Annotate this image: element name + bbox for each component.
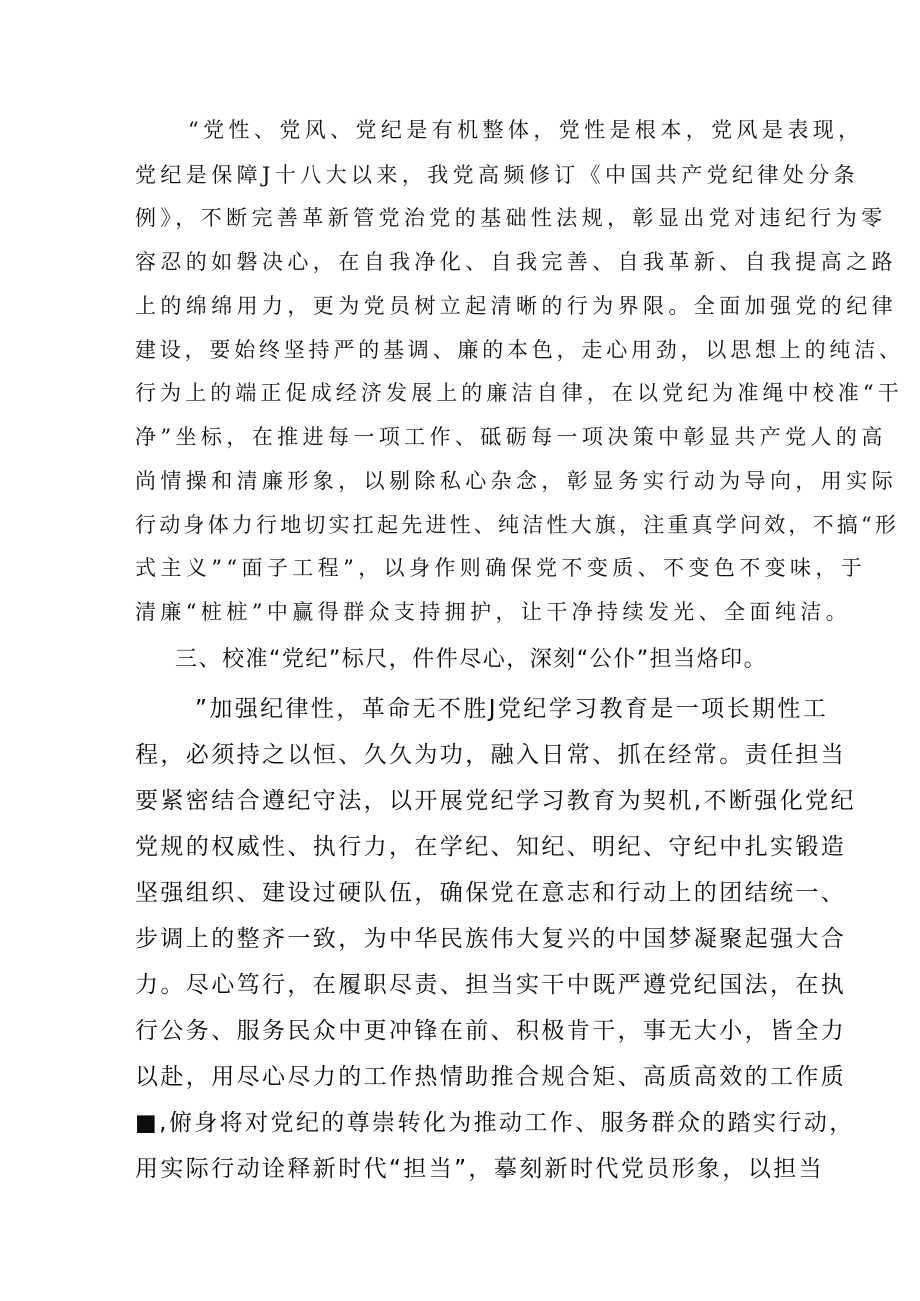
paragraph-line: 党纪是保障J十八大以来，我党高频修订《中国共产党纪律处分条 <box>135 163 860 187</box>
paragraph-line: “党性、党风、党纪是有机整体，党性是根本，党风是表现， <box>188 118 864 142</box>
paragraph-line: 清廉“桩桩”中赢得群众支持拥护，让干净持续发光、全面纯洁。 <box>135 600 852 624</box>
paragraph-line: 用实际行动诠释新时代“担当”，摹刻新时代党员形象，以担当 <box>135 1156 825 1182</box>
paragraph-line: 上的绵绵用力，更为党员树立起清晰的行为界限。全面加强党的纪律 <box>135 294 897 318</box>
paragraph-line: 党规的权威性、执行力，在学纪、知纪、明纪、守纪中扎实锻造 <box>135 834 847 860</box>
paragraph-line: 净”坐标，在推进每一项工作、砥砺每一项决策中彰显共产党人的高 <box>135 425 887 449</box>
paragraph-line: 坚强组织、建设过硬队伍，确保党在意志和行动上的团结统一、 <box>135 880 847 906</box>
paragraph-line: 步调上的整齐一致，为中华民族伟大复兴的中国梦凝聚起强大合 <box>135 926 847 952</box>
paragraph-line: 以赴，用尽心尽力的工作热情助推合规合矩、高质高效的工作质 <box>135 1064 847 1090</box>
paragraph-line: 例》，不断完善革新管党治党的基础性法规，彰显出党对违纪行为零 <box>135 206 887 230</box>
paragraph-line: 程，必须持之以恒、久久为功，融入日常、抓在经常。责任担当 <box>135 742 847 768</box>
paragraph-line: 尚情操和清廉形象，以剔除私心杂念，彰显务实行动为导向，用实际 <box>135 469 897 493</box>
paragraph-line: 行为上的端正促成经济发展上的廉洁自律，在以党纪为准绳中校准“干 <box>135 381 903 405</box>
paragraph-line: 要紧密结合遵纪守法，以开展党纪学习教育为契机,不断强化党纪 <box>135 788 856 814</box>
paragraph-line: 行公务、服务民众中更冲锋在前、积极肯干，事无大小，皆全力 <box>135 1018 847 1044</box>
section-heading: 三、校准“党纪”标尺，件件尽心，深刻“公仆”担当烙印。 <box>175 647 768 672</box>
paragraph-line: ■,俯身将对党纪的尊崇转化为推动工作、服务群众的踏实行动， <box>135 1110 855 1136</box>
paragraph-line: 力。尽心笃行，在履职尽责、担当实干中既严遵党纪国法，在执 <box>135 972 847 998</box>
paragraph-line: 式主义”“面子工程”，以身作则确保党不变质、不变色不变味，于 <box>135 556 867 580</box>
paragraph-line: 建设，要始终坚持严的基调、廉的本色，走心用劲，以思想上的纯洁、 <box>135 338 904 362</box>
paragraph-line: 行动身体力行地切实扛起先进性、纯洁性大旗，注重真学问效，不搞“形 <box>135 513 900 537</box>
paragraph-line: 容忍的如磐决心，在自我净化、自我完善、自我革新、自我提高之路 <box>135 250 897 274</box>
paragraph-line: ”加强纪律性，革命无不胜J党纪学习教育是一项长期性工 <box>195 696 829 722</box>
